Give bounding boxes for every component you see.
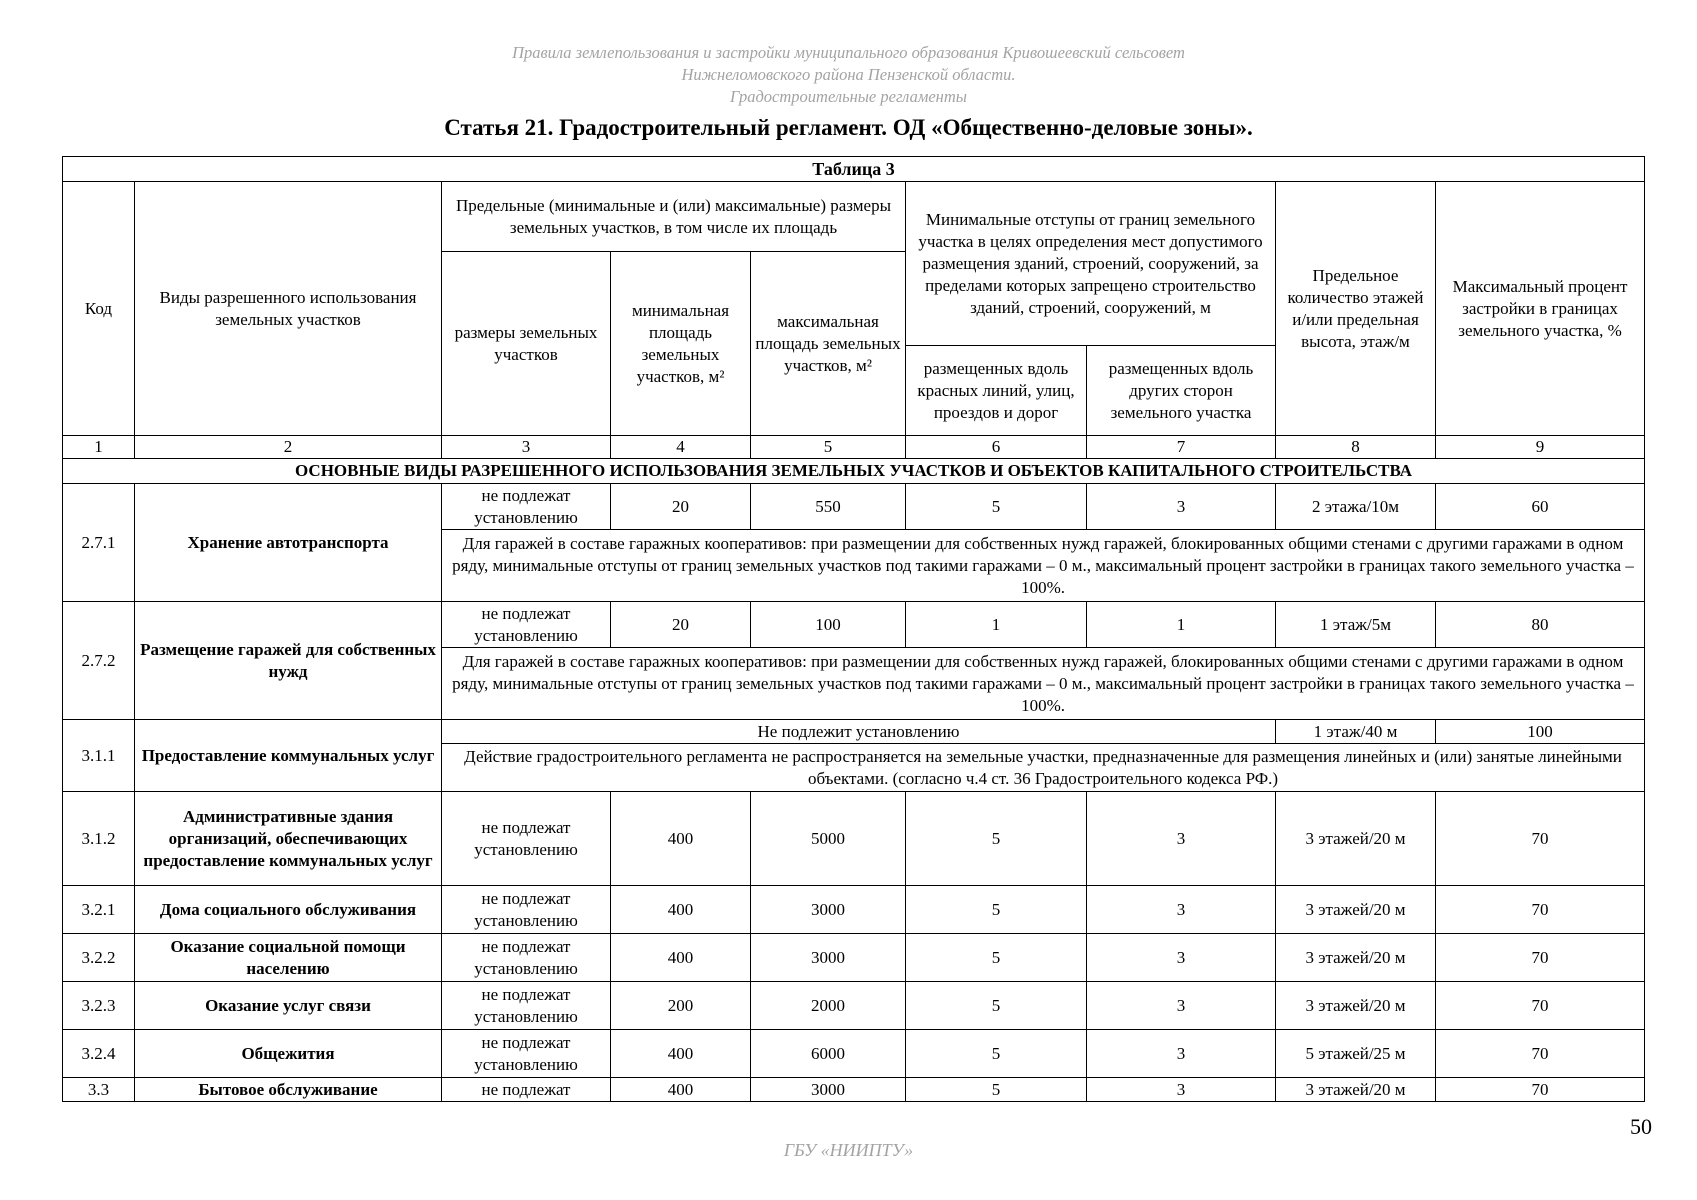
cell-floors: 1 этаж/40 м (1276, 720, 1436, 744)
header-setback-group: Минимальные отступы от границ земельного участка в целях определения мест допустимого размещения зданий, строений, сооружений, за пределами которых запрещено строительство зданий, строений, сооружений, м (906, 182, 1276, 346)
cell-setback-other: 3 (1087, 982, 1276, 1030)
cell-size: не подлежат установлению (442, 982, 611, 1030)
row-code: 3.2.1 (63, 886, 135, 934)
table-row (63, 886, 1645, 934)
row-name: Оказание услуг связи (135, 982, 442, 1030)
row-name: Оказание социальной помощи населению (135, 934, 442, 982)
document-header (0, 42, 1697, 108)
header-max-area: максимальная площадь земельных участков, м² (751, 252, 906, 436)
cell-setback-red: 5 (906, 484, 1087, 530)
page-number: 50 (1630, 1114, 1652, 1139)
cell-floors: 3 этажей/20 м (1276, 792, 1436, 886)
cell-max-percent: 60 (1436, 484, 1645, 530)
row-code: 3.2.2 (63, 934, 135, 982)
cell-min-area: 200 (611, 982, 751, 1030)
header-sizes-group: Предельные (минимальные и (или) максимальные) размеры земельных участков, в том числе их площадь (442, 182, 906, 252)
row-code: 3.2.3 (63, 982, 135, 1030)
cell-size: не подлежат установлению (442, 886, 611, 934)
row-name: Бытовое обслуживание (135, 1078, 442, 1102)
row-note: Для гаражей в составе гаражных кооперативов: при размещении для собственных нужд гаражей, блокированных общими стенами с другими гаражами в одном ряду, минимальные отступы от границ земельных участков под такими гаражами – 0 м., максимальный процент застройки в границах такого земельного участка – 100%. (442, 648, 1645, 720)
row-note: Для гаражей в составе гаражных кооперативов: при размещении для собственных нужд гаражей, блокированных общими стенами с другими гаражами в одном ряду, минимальные отступы от границ земельных участков под такими гаражами – 0 м., максимальный процент застройки в границах такого земельного участка – 100%. (442, 530, 1645, 602)
row-code: 2.7.1 (63, 484, 135, 602)
row-note: Действие градостроительного регламента не распространяется на земельные участки, предназначенные для размещения линейных и (или) занятые линейными объектами. (согласно ч.4 ст. 36 Градостроительного кодекса РФ.) (442, 744, 1645, 792)
header-code: Код (63, 182, 135, 436)
row-code: 3.1.1 (63, 720, 135, 792)
cell-setback-red: 5 (906, 792, 1087, 886)
cell-size: не подлежат установлению (442, 602, 611, 648)
header-line-1: Правила землепользования и застройки муниципального образования Кривошеевский сельсовет (512, 43, 1185, 62)
cell-min-area: 400 (611, 934, 751, 982)
cell-max-percent: 70 (1436, 1030, 1645, 1078)
cell-max-area: 3000 (751, 934, 906, 982)
cell-max-area: 2000 (751, 982, 906, 1030)
table-row (63, 1078, 1645, 1102)
cell-setback-other: 1 (1087, 602, 1276, 648)
cell-setback-other: 3 (1087, 886, 1276, 934)
column-number: 1 (63, 436, 135, 459)
cell-max-percent: 70 (1436, 792, 1645, 886)
header-max-percent: Максимальный процент застройки в границах земельного участка, % (1436, 182, 1645, 436)
cell-size: не подлежат установлению (442, 484, 611, 530)
cell-setback-red: 5 (906, 1078, 1087, 1102)
header-setback-other: размещенных вдоль других сторон земельного участка (1087, 346, 1276, 436)
cell-size: не подлежат установлению (442, 792, 611, 886)
row-code: 3.2.4 (63, 1030, 135, 1078)
document-footer: ГБУ «НИИПТУ» (783, 1140, 914, 1160)
cell-not-established: Не подлежит установлению (442, 720, 1276, 744)
cell-floors: 3 этажей/20 м (1276, 982, 1436, 1030)
table-row (63, 602, 1645, 648)
column-number: 2 (135, 436, 442, 459)
cell-setback-red: 5 (906, 1030, 1087, 1078)
cell-size: не подлежат установлению (442, 1030, 611, 1078)
table-row (63, 484, 1645, 530)
cell-size: не подлежат установлению (442, 934, 611, 982)
cell-min-area: 400 (611, 1078, 751, 1102)
cell-setback-red: 5 (906, 934, 1087, 982)
cell-min-area: 400 (611, 1030, 751, 1078)
row-name: Административные здания организаций, обеспечивающих предоставление коммунальных услуг (135, 792, 442, 886)
header-min-area: минимальная площадь земельных участков, м² (611, 252, 751, 436)
cell-max-area: 3000 (751, 1078, 906, 1102)
header-sizes: размеры земельных участков (442, 252, 611, 436)
cell-max-percent: 70 (1436, 1078, 1645, 1102)
cell-floors: 5 этажей/25 м (1276, 1030, 1436, 1078)
cell-max-area: 550 (751, 484, 906, 530)
header-floors: Предельное количество этажей и/или предельная высота, этаж/м (1276, 182, 1436, 436)
row-code: 2.7.2 (63, 602, 135, 720)
cell-setback-other: 3 (1087, 792, 1276, 886)
cell-max-area: 100 (751, 602, 906, 648)
cell-max-percent: 70 (1436, 982, 1645, 1030)
column-number: 4 (611, 436, 751, 459)
cell-max-percent: 70 (1436, 934, 1645, 982)
row-name: Хранение автотранспорта (135, 484, 442, 602)
table-label: Таблица 3 (63, 157, 1645, 182)
cell-max-area: 3000 (751, 886, 906, 934)
cell-setback-red: 5 (906, 886, 1087, 934)
cell-min-area: 400 (611, 792, 751, 886)
cell-setback-other: 3 (1087, 1030, 1276, 1078)
table-row (63, 1030, 1645, 1078)
cell-floors: 2 этажа/10м (1276, 484, 1436, 530)
cell-floors: 3 этажей/20 м (1276, 1078, 1436, 1102)
row-name: Дома социального обслуживания (135, 886, 442, 934)
table-row (63, 720, 1645, 744)
cell-min-area: 20 (611, 484, 751, 530)
cell-max-area: 5000 (751, 792, 906, 886)
header-kind: Виды разрешенного использования земельных участков (135, 182, 442, 436)
cell-max-percent: 100 (1436, 720, 1645, 744)
cell-max-percent: 70 (1436, 886, 1645, 934)
header-line-2: Нижнеломовского района Пензенской области. (681, 65, 1016, 84)
cell-min-area: 20 (611, 602, 751, 648)
cell-min-area: 400 (611, 886, 751, 934)
column-number: 5 (751, 436, 906, 459)
row-name: Предоставление коммунальных услуг (135, 720, 442, 792)
cell-max-area: 6000 (751, 1030, 906, 1078)
row-name: Размещение гаражей для собственных нужд (135, 602, 442, 720)
article-title: Статья 21. Градостроительный регламент. ОД «Общественно-деловые зоны». (444, 115, 1253, 140)
cell-max-percent: 80 (1436, 602, 1645, 648)
table-row (63, 982, 1645, 1030)
row-name: Общежития (135, 1030, 442, 1078)
cell-setback-other: 3 (1087, 484, 1276, 530)
cell-floors: 3 этажей/20 м (1276, 934, 1436, 982)
table-row (63, 934, 1645, 982)
header-setback-red: размещенных вдоль красных линий, улиц, проездов и дорог (906, 346, 1087, 436)
header-line-3: Градостроительные регламенты (730, 87, 967, 106)
column-number: 7 (1087, 436, 1276, 459)
cell-setback-other: 3 (1087, 934, 1276, 982)
cell-setback-red: 5 (906, 982, 1087, 1030)
section-title: ОСНОВНЫЕ ВИДЫ РАЗРЕШЕННОГО ИСПОЛЬЗОВАНИЯ ЗЕМЕЛЬНЫХ УЧАСТКОВ И ОБЪЕКТОВ КАПИТАЛЬНОГО СТРОИТЕЛЬСТВА (63, 459, 1645, 484)
column-number: 3 (442, 436, 611, 459)
cell-setback-other: 3 (1087, 1078, 1276, 1102)
row-code: 3.3 (63, 1078, 135, 1102)
column-number: 9 (1436, 436, 1645, 459)
cell-floors: 1 этаж/5м (1276, 602, 1436, 648)
table-row (63, 792, 1645, 886)
row-code: 3.1.2 (63, 792, 135, 886)
regulation-table (62, 156, 1645, 1102)
cell-floors: 3 этажей/20 м (1276, 886, 1436, 934)
column-number: 6 (906, 436, 1087, 459)
column-number: 8 (1276, 436, 1436, 459)
cell-setback-red: 1 (906, 602, 1087, 648)
cell-size: не подлежат (442, 1078, 611, 1102)
column-numbers-row (63, 436, 1645, 459)
